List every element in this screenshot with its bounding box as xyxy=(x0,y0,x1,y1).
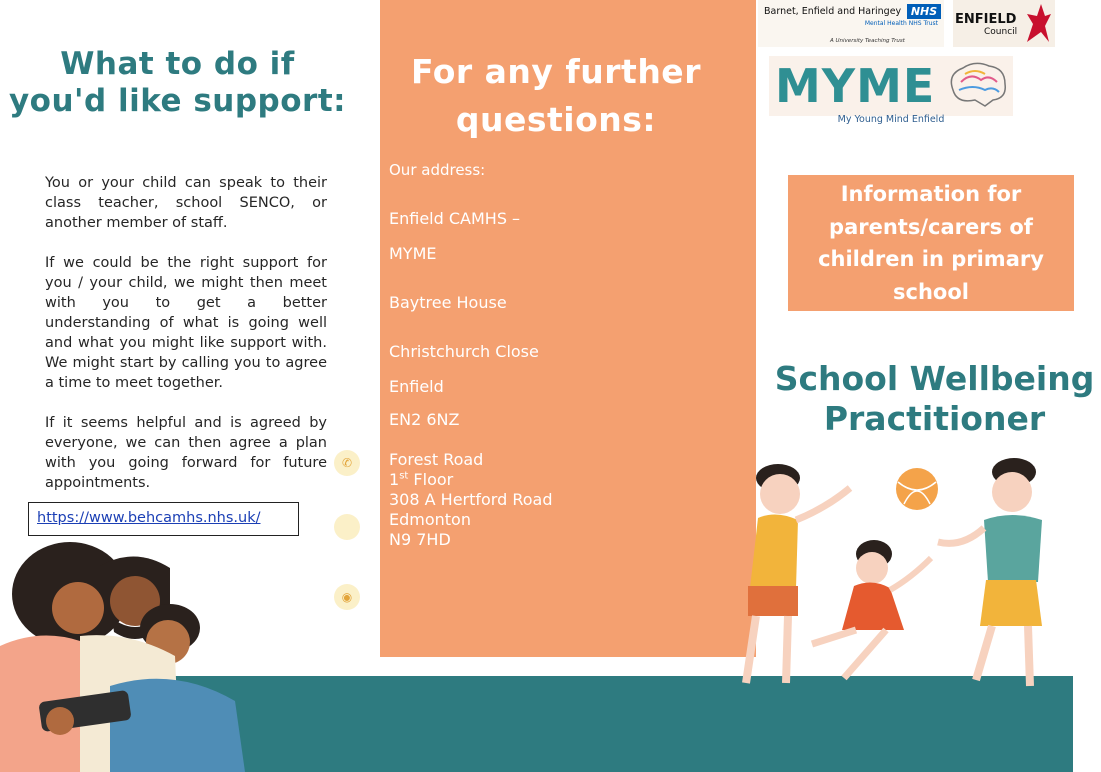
support-paragraph-1: You or your child can speak to their class teacher, school SENCO, or another member of staff. xyxy=(45,175,327,231)
family-illustration xyxy=(0,536,245,772)
address-line-1: Enfield CAMHS – xyxy=(389,209,521,228)
address-line-6: EN2 6NZ xyxy=(389,410,460,429)
nhs-trust-logo: Barnet, Enfield and Haringey NHS Mental Health NHS Trust A University Teaching Trust xyxy=(758,0,944,47)
brain-icon xyxy=(945,60,1009,110)
alt-address-floor: 1st Floor xyxy=(389,470,454,489)
globe-icon: ◉ xyxy=(334,584,360,610)
website-link[interactable]: https://www.behcamhs.nhs.uk/ xyxy=(37,510,261,526)
address-label: Our address: xyxy=(389,161,486,179)
address-line-5: Enfield xyxy=(389,377,444,396)
support-paragraph-2: If we could be the right support for you / your child, we might then meet with you to get a better understanding of what is going well and what you might like support with. We might start by calling you to agree a time to meet together. xyxy=(45,255,327,391)
questions-heading: For any further questions: xyxy=(411,52,701,139)
info-box: Information for parents/carers of children in primary school xyxy=(788,175,1074,311)
phone-icon: ✆ xyxy=(334,450,360,476)
children-playing-illustration xyxy=(726,458,1072,698)
support-heading: What to do if you'd like support: xyxy=(8,46,347,119)
myme-logo: MYME xyxy=(769,56,1013,116)
address-line-4: Christchurch Close xyxy=(389,342,539,361)
alt-address: Forest Road 1st Floor 308 A Hertford Road Edmonton N9 7HD xyxy=(389,450,553,549)
support-paragraph-3: If it seems helpful and is agreed by everyone, we can then agree a plan with you going forward for future appointments. xyxy=(45,415,327,491)
address-line-2: MYME xyxy=(389,244,437,263)
contact-dot-icon xyxy=(334,514,360,540)
dragon-icon xyxy=(1023,2,1053,46)
address-line-3: Baytree House xyxy=(389,293,507,312)
enfield-council-logo: ENFIELD Council xyxy=(953,0,1055,47)
website-link-box xyxy=(28,502,299,536)
wellbeing-practitioner-title: School Wellbeing Practitioner xyxy=(774,359,1095,438)
nhs-badge: NHS xyxy=(907,4,941,19)
myme-tagline: My Young Mind Enfield xyxy=(837,114,945,125)
